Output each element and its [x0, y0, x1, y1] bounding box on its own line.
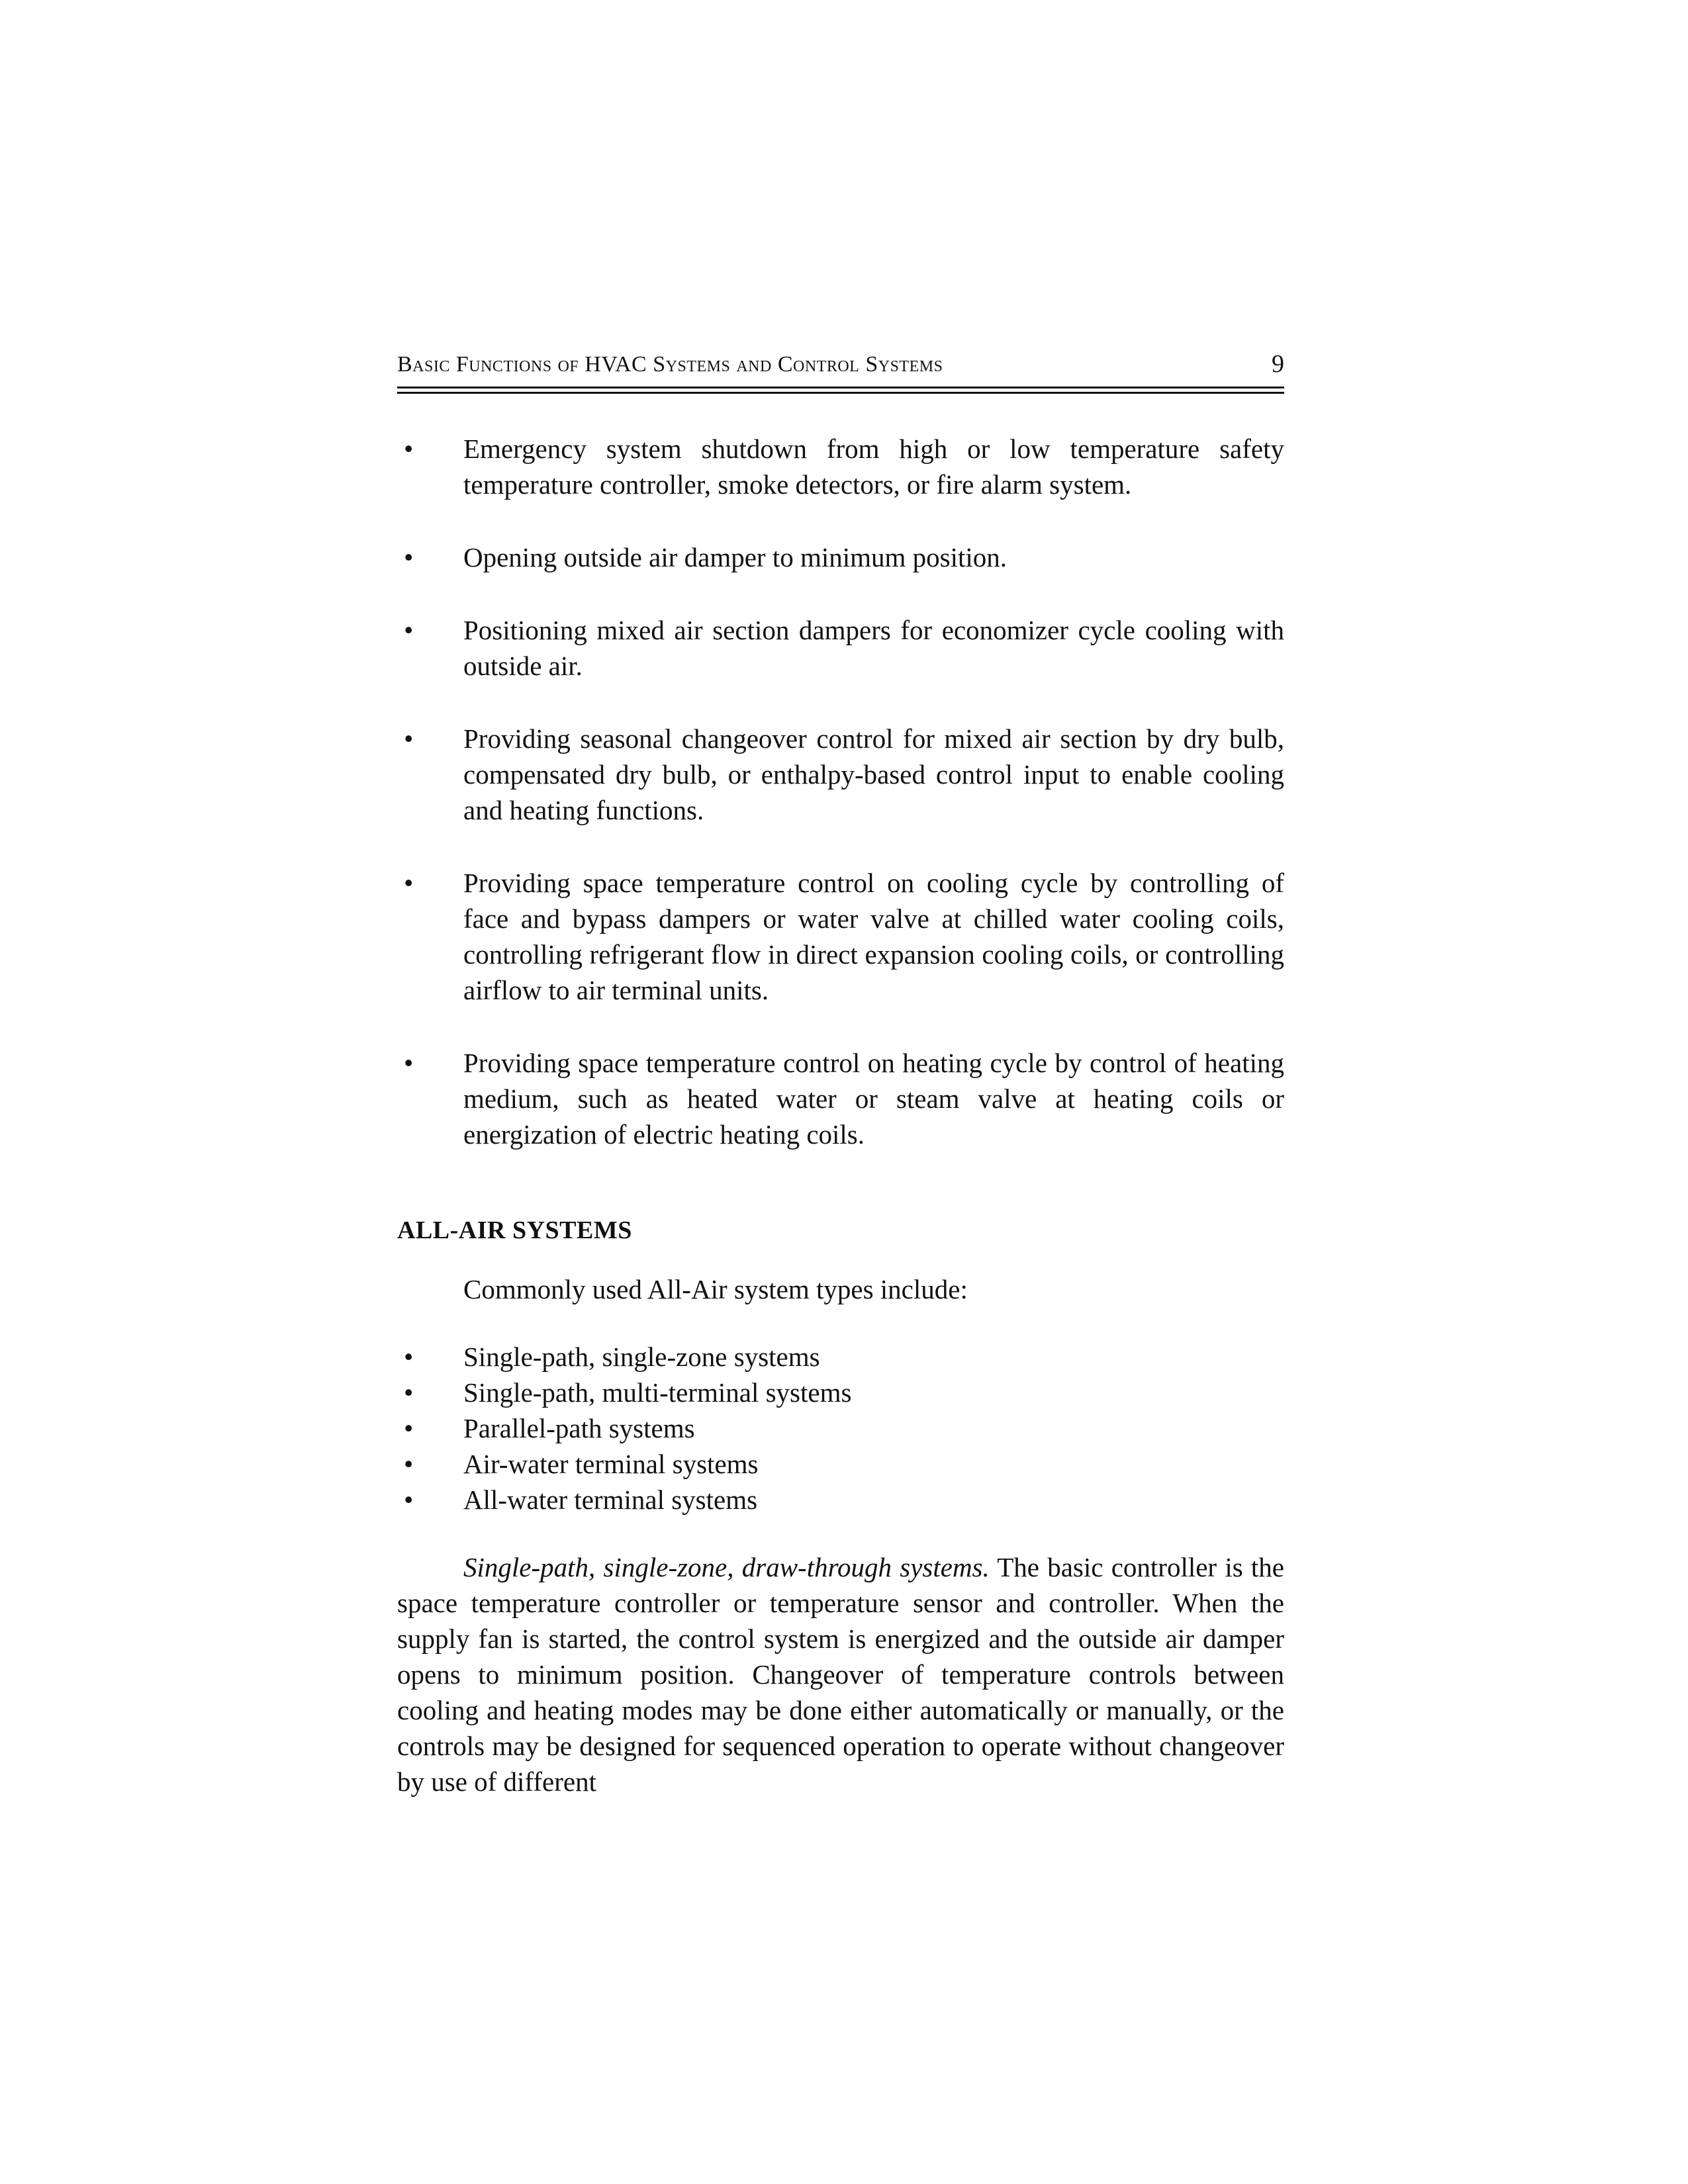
list-item-text: Emergency system shutdown from high or low temperature safety temperature controller, smoke detectors, or fire alarm system.: [463, 433, 1284, 500]
bullet-icon: •: [404, 1413, 414, 1443]
list-item-text: All-water terminal systems: [463, 1484, 758, 1515]
bullet-icon: •: [404, 1484, 414, 1515]
list-item: [397, 1339, 1284, 1375]
list-item-text: Air-water terminal systems: [463, 1449, 759, 1479]
bullet-icon: •: [404, 1449, 414, 1479]
list-item: [397, 431, 1284, 502]
bullet-icon: •: [404, 1048, 414, 1078]
list-item-text: Positioning mixed air section dampers for economizer cycle cooling with outside air.: [463, 615, 1284, 681]
list-item-text: Providing space temperature control on cooling cycle by controlling of face and bypass dampers or water valve at chilled water cooling coils, controlling refrigerant flow in direct expansion cooling coils, or controlling airflow to air terminal units.: [463, 868, 1284, 1005]
list-item-text: Providing seasonal changeover control for mixed air section by dry bulb, compensated dry bulb, or enthalpy-based control input to enable cooling and heating functions.: [463, 723, 1284, 825]
bullet-icon: •: [404, 433, 414, 464]
control-functions-list: [397, 431, 1284, 1152]
list-item: [397, 1482, 1284, 1518]
bullet-icon: •: [404, 1377, 414, 1408]
list-item-text: Providing space temperature control on heating cycle by control of heating medium, such as heated water or steam valve at heating coils or energization of electric heating coils.: [463, 1048, 1284, 1150]
paragraph-body: The basic controller is the space temperature controller or temperature sensor and controller. When the supply fan is started, the control system is energized and the outside air damper opens to minimum position. Changeover of temperature controls between cooling and heating modes may be done either automatically or manually, or the controls may be designed for sequenced operation to operate without changeover by use of different: [397, 1552, 1284, 1797]
system-types-list: [397, 1339, 1284, 1518]
list-item: [397, 612, 1284, 684]
list-item-text: Single-path, single-zone systems: [463, 1342, 820, 1372]
list-item: [397, 1446, 1284, 1482]
section-heading: ALL-AIR SYSTEMS: [397, 1216, 632, 1244]
bullet-icon: •: [404, 615, 414, 645]
section-intro: Commonly used All-Air system types include:: [463, 1274, 968, 1304]
book-page: [397, 344, 1284, 1827]
list-item: [397, 1410, 1284, 1446]
running-head-title: Basic Functions of HVAC Systems and Control Systems: [397, 352, 943, 377]
bullet-icon: •: [404, 868, 414, 898]
list-item: [397, 539, 1284, 575]
bullet-icon: •: [404, 723, 414, 754]
paragraph-lead-in: Single-path, single-zone, draw-through systems.: [463, 1552, 990, 1582]
bullet-icon: •: [404, 542, 414, 572]
running-head: [397, 344, 1284, 388]
list-item-text: Single-path, multi-terminal systems: [463, 1377, 852, 1408]
list-item: [397, 865, 1284, 1008]
list-item: [397, 1375, 1284, 1410]
page-number: 9: [1272, 350, 1284, 378]
list-item: [397, 721, 1284, 828]
body-paragraph: [397, 1549, 1284, 1799]
list-item-text: Parallel-path systems: [463, 1413, 695, 1443]
list-item: [397, 1045, 1284, 1152]
list-item-text: Opening outside air damper to minimum position.: [463, 542, 1008, 572]
bullet-icon: •: [404, 1342, 414, 1372]
